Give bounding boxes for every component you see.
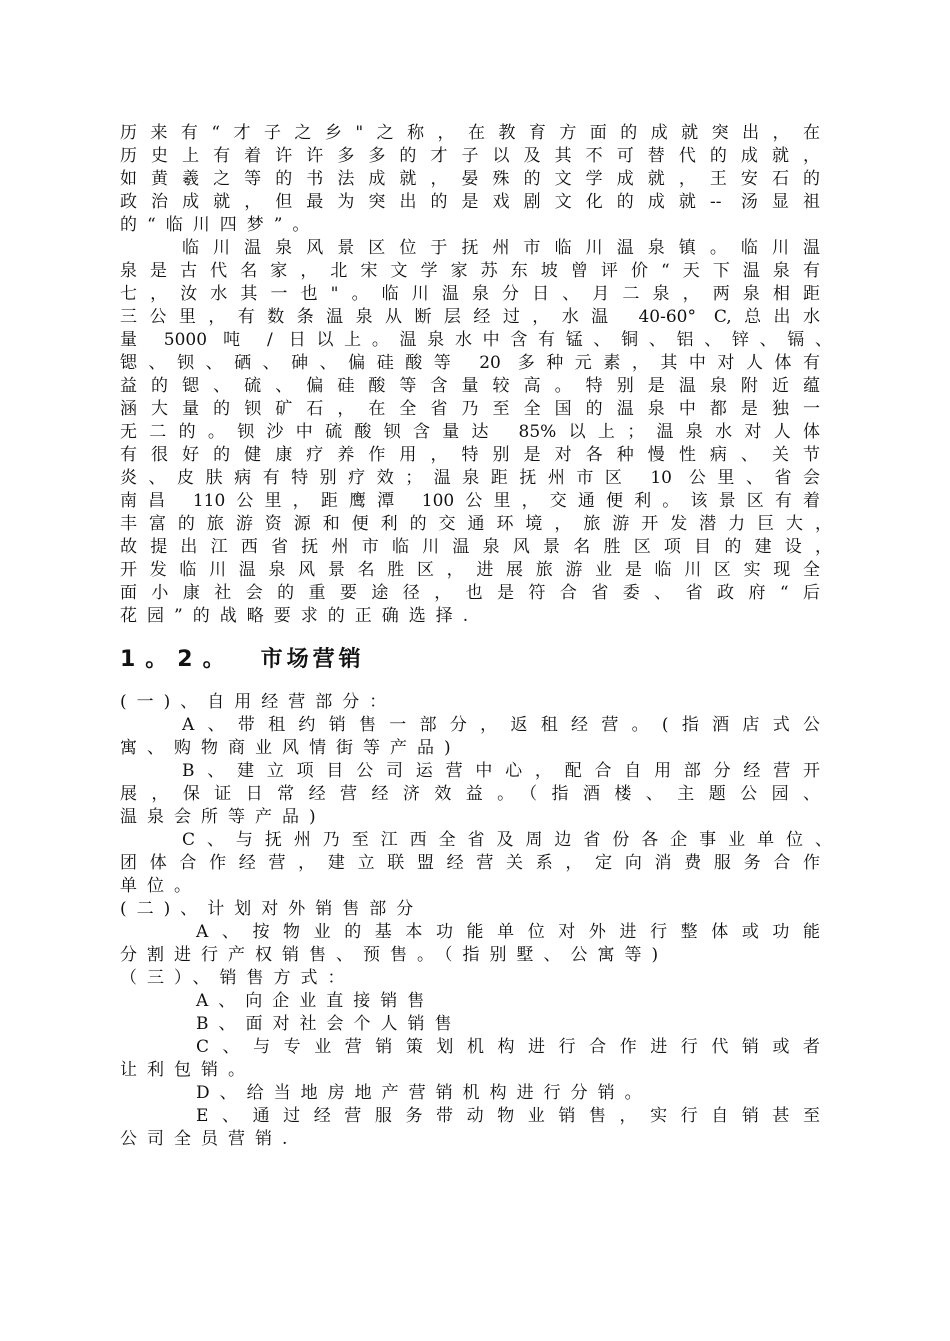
text-line: 单位。 [120, 876, 201, 896]
text-line: 量 5000 吨 / 日以上。温泉水中含有锰、铜、铝、锌、镉、 [120, 330, 832, 350]
list-item: A、按物业的基本功能单位对外进行整体或功能 [196, 922, 820, 942]
text-line: 花园”的战略要求的正确选择. [120, 606, 479, 626]
text-line: 开发临川温泉风景名胜区，进展旅游业是临川区实现全 [120, 560, 820, 580]
list-item: A、向企业直接销售 [196, 991, 435, 1011]
list-item: A、带租约销售一部分，返租经营。(指酒店式公 [182, 715, 820, 735]
text-line: 涵大量的钡矿石，在全省乃至全国的温泉中都是独一 [120, 399, 820, 419]
section-title: 市场营销 [260, 647, 365, 672]
text-line: 团体合作经营，建立联盟经营关系，定向消费服务合作 [120, 853, 820, 873]
text-line: 故提出江西省抚州市临川温泉风景名胜区项目的建设， [120, 537, 832, 557]
text-line: 南昌 110公里，距鹰潭 100公里，交通便利。该景区有着 [120, 491, 820, 511]
text-line: 临川温泉风景区位于抚州市临川温泉镇。临川温 [182, 238, 820, 258]
text-line: 寓、购物商业风情街等产品) [120, 738, 461, 758]
text-line: 锶、钡、硒、砷、偏硅酸等 20 多种元素，其中对人体有 [120, 353, 820, 373]
section-heading [120, 646, 365, 674]
text-line: 有很好的健康疗养作用，特别是对各种慢性病、关节 [120, 445, 820, 465]
list-item: B、面对社会个人销售 [196, 1014, 462, 1034]
text-line: 泉是古代名家，北宋文学家苏东坡曾评价“天下温泉有 [120, 261, 820, 281]
subsection-label: （三）、销售方式： [120, 968, 355, 988]
text-line: 炎、皮肤病有特别疗效；温泉距抚州市区 10 公里、省会 [120, 468, 820, 488]
text-line: 展，保证日常经营经济效益。（指酒楼、主题公园、 [120, 784, 820, 804]
text-line: 分割进行产权销售、预售。（指别墅、公寓等) [120, 945, 669, 965]
list-item: D、给当地房地产营销机构进行分销。 [196, 1083, 652, 1103]
text-line: 的“临川四梦”。 [120, 215, 320, 235]
subsection-label: (二)、计划对外销售部分 [120, 899, 424, 919]
text-line: 温泉会所等产品) [120, 807, 326, 827]
list-item: B、建立项目公司运营中心，配合自用部分经营开 [182, 761, 820, 781]
section-number: 1。2。 [120, 647, 235, 672]
text-line: 无二的。钡沙中硫酸钡含量达 85%以上；温泉水对人体 [120, 422, 820, 442]
text-line: 面小康社会的重要途径，也是符合省委、省政府“后 [120, 583, 820, 603]
text-line: 益的锶、硫、偏硅酸等含量较高。特别是温泉附近蕴 [120, 376, 820, 396]
list-item: C、与专业营销策划机构进行合作进行代销或者 [196, 1037, 820, 1057]
text-line: 政治成就，但最为突出的是戏剧文化的成就-- 汤显祖 [120, 192, 820, 212]
list-item: E、通过经营服务带动物业销售，实行自销甚至 [196, 1106, 820, 1126]
text-line: 公司全员营销. [120, 1129, 298, 1149]
subsection-label: (一)、自用经营部分： [120, 692, 397, 712]
text-line: 让利包销。 [120, 1060, 255, 1080]
text-line: 如黄羲之等的书法成就，晏殊的文学成就，王安石的 [120, 169, 820, 189]
text-line: 历来有“才子之乡"之称，在教育方面的成就突出，在 [120, 123, 820, 143]
text-line: 丰富的旅游资源和便利的交通环境，旅游开发潜力巨大， [120, 514, 832, 534]
text-line: 三公里，有数条温泉从断层经过，水温 40-60° C,总出水 [120, 307, 820, 327]
list-item: C、与抚州乃至江西全省及周边省份各企事业单位、 [182, 830, 832, 850]
text-line: 七，汝水其一也"。临川温泉分日、月二泉，两泉相距 [120, 284, 820, 304]
text-line: 历史上有着许许多多的才子以及其不可替代的成就， [120, 146, 820, 166]
